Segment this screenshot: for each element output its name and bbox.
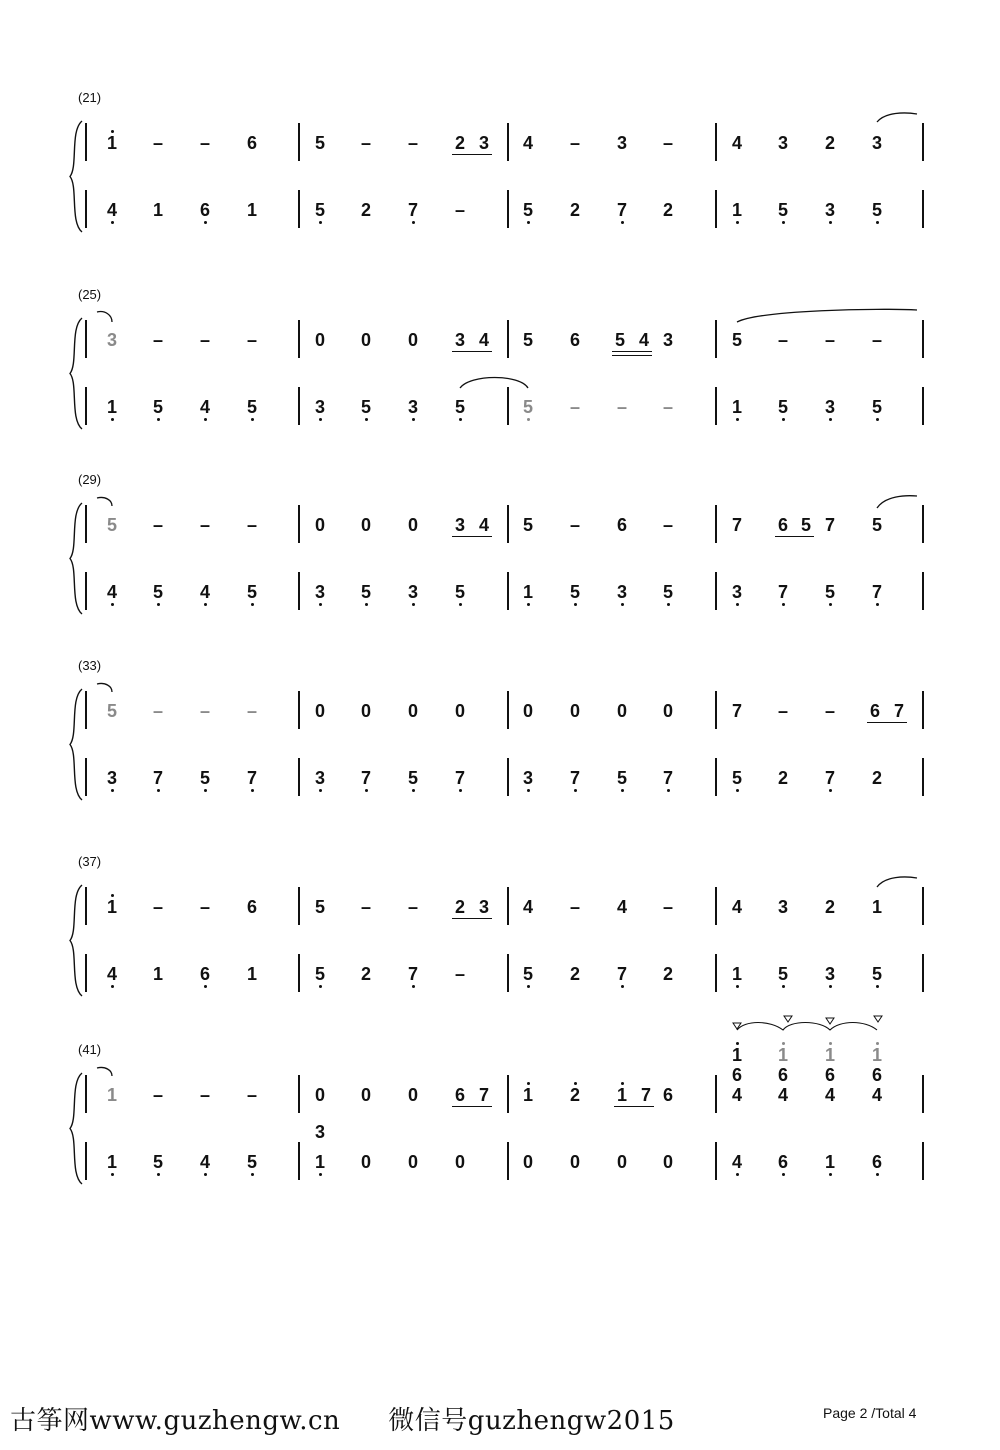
lower-note: 3: [398, 582, 428, 602]
lower-note: 5: [398, 768, 428, 788]
upper-note: 3: [478, 897, 489, 917]
lower-note: 2: [569, 200, 580, 220]
footer-page-number: Page 2 /Total 4: [823, 1405, 917, 1421]
lower-note: 6: [190, 200, 220, 220]
lower-note: 3: [97, 768, 127, 788]
tie-mark: [97, 497, 112, 506]
upper-note: 0: [569, 701, 580, 721]
lower-note: 3: [513, 768, 543, 788]
grand-staff-brace: [70, 318, 82, 429]
lower-note: 0: [407, 1152, 418, 1172]
lower-note: 7: [862, 582, 892, 602]
grand-staff-brace: [70, 689, 82, 800]
upper-note: –: [246, 701, 257, 721]
footer-wechat: 微信号guzhengw2015: [388, 1406, 675, 1436]
upper-note: 0: [616, 701, 627, 721]
lower-note: 5: [653, 582, 683, 602]
upper-note: –: [199, 1085, 210, 1105]
lower-note: 5: [768, 964, 798, 984]
upper-note: –: [569, 897, 580, 917]
upper-note: 5: [522, 515, 533, 535]
upper-note: 5: [106, 701, 117, 721]
upper-note: 2: [824, 133, 835, 153]
upper-note: –: [360, 897, 371, 917]
chord-top-note: 1: [862, 1045, 892, 1065]
lower-note: –: [454, 200, 465, 220]
lower-note: 5: [513, 964, 543, 984]
lower-note: 7: [237, 768, 267, 788]
lower-note: 7: [607, 964, 637, 984]
lower-note: 5: [862, 200, 892, 220]
upper-note: 1: [97, 133, 127, 153]
upper-note: 5: [522, 330, 533, 350]
upper-note: 0: [314, 330, 325, 350]
upper-note: 3: [106, 330, 117, 350]
triangle-mark: [826, 1018, 834, 1024]
lower-note: 7: [815, 768, 845, 788]
upper-note: –: [199, 330, 210, 350]
upper-note: 4: [824, 1085, 835, 1105]
upper-note: –: [246, 1085, 257, 1105]
lower-note: 1: [815, 1152, 845, 1172]
lower-note: 5: [351, 582, 381, 602]
lower-note: 3: [607, 582, 637, 602]
lower-note: 1: [97, 397, 127, 417]
chord-middle-note: 6: [731, 1065, 742, 1085]
lower-note: 5: [560, 582, 590, 602]
lower-note: 7: [768, 582, 798, 602]
lower-note: –: [616, 397, 627, 417]
upper-note: –: [407, 133, 418, 153]
upper-note: 4: [731, 1085, 742, 1105]
measure-number: (41): [78, 1042, 102, 1057]
lower-note: 4: [190, 1152, 220, 1172]
lower-note: 4: [97, 582, 127, 602]
glissando-brace: [737, 1023, 877, 1031]
lower-note: 4: [190, 397, 220, 417]
upper-note: 3: [777, 897, 788, 917]
lower-note: 3: [305, 397, 335, 417]
lower-note: 3: [305, 582, 335, 602]
lower-note: 4: [97, 200, 127, 220]
upper-note: –: [152, 133, 163, 153]
lower-note: 3: [305, 768, 335, 788]
upper-note: 2: [824, 897, 835, 917]
lower-note: 1: [513, 582, 543, 602]
lower-note: 1: [152, 200, 163, 220]
upper-note: 6: [569, 330, 580, 350]
upper-note: 0: [360, 330, 371, 350]
upper-note: 5: [614, 330, 625, 350]
measure-number: (25): [78, 287, 102, 302]
upper-note: 0: [407, 1085, 418, 1105]
lower-note: 5: [513, 200, 543, 220]
upper-note: 7: [731, 515, 742, 535]
upper-note: 1: [871, 897, 882, 917]
upper-note: 4: [478, 515, 489, 535]
grand-staff-brace: [70, 503, 82, 614]
lower-note: 1: [246, 964, 257, 984]
upper-note: –: [152, 515, 163, 535]
lower-note: 7: [560, 768, 590, 788]
upper-note: –: [246, 515, 257, 535]
upper-note: 3: [616, 133, 627, 153]
lower-note: 7: [607, 200, 637, 220]
grand-staff-brace: [70, 885, 82, 996]
upper-note: –: [777, 701, 788, 721]
lower-note: 5: [351, 397, 381, 417]
chord-middle-note: 6: [824, 1065, 835, 1085]
upper-note: 3: [454, 330, 465, 350]
upper-note: 0: [454, 701, 465, 721]
upper-note: 7: [824, 515, 835, 535]
lower-note: 3: [815, 964, 845, 984]
lower-note: 3: [722, 582, 752, 602]
lower-note: 1: [722, 964, 752, 984]
triangle-mark: [784, 1016, 792, 1022]
lower-note: 5: [862, 397, 892, 417]
tie-mark: [877, 877, 917, 887]
upper-note: 7: [640, 1085, 651, 1105]
upper-note: 0: [314, 1085, 325, 1105]
lower-note: 0: [360, 1152, 371, 1172]
upper-note: 4: [478, 330, 489, 350]
upper-note: 0: [314, 701, 325, 721]
upper-note: 4: [731, 133, 742, 153]
upper-note: –: [152, 1085, 163, 1105]
upper-note: 0: [360, 701, 371, 721]
lower-note: 3: [398, 397, 428, 417]
lower-note: 1: [305, 1152, 335, 1172]
lower-chord-extra-note: 3: [314, 1122, 325, 1142]
lower-note: 7: [398, 200, 428, 220]
upper-note: 5: [800, 515, 811, 535]
lower-note: 2: [871, 768, 882, 788]
upper-note: 6: [869, 701, 880, 721]
lower-note: 5: [513, 397, 543, 417]
lower-note: 4: [97, 964, 127, 984]
lower-note: 5: [815, 582, 845, 602]
upper-note: 3: [662, 330, 673, 350]
lower-note: 2: [360, 964, 371, 984]
lower-note: 5: [768, 397, 798, 417]
lower-note: 5: [445, 582, 475, 602]
lower-note: 7: [653, 768, 683, 788]
measure-number: (29): [78, 472, 102, 487]
upper-note: 3: [871, 133, 882, 153]
lower-note: 5: [237, 1152, 267, 1172]
upper-note: 5: [314, 133, 325, 153]
lower-note: 7: [445, 768, 475, 788]
upper-note: 1: [513, 1085, 543, 1105]
upper-note: 7: [731, 701, 742, 721]
upper-note: 6: [662, 1085, 673, 1105]
lower-note: 2: [662, 964, 673, 984]
upper-note: –: [199, 701, 210, 721]
measure-number: (37): [78, 854, 102, 869]
chord-middle-note: 6: [871, 1065, 882, 1085]
lower-note: 6: [862, 1152, 892, 1172]
upper-note: –: [824, 701, 835, 721]
upper-note: 4: [616, 897, 627, 917]
upper-note: –: [152, 330, 163, 350]
lower-note: 5: [190, 768, 220, 788]
upper-note: –: [662, 133, 673, 153]
upper-note: 0: [360, 1085, 371, 1105]
lower-note: 0: [616, 1152, 627, 1172]
lower-note: 7: [351, 768, 381, 788]
grand-staff-brace: [70, 1073, 82, 1184]
upper-note: –: [199, 515, 210, 535]
upper-note: –: [662, 897, 673, 917]
lower-note: 7: [398, 964, 428, 984]
lower-note: 5: [862, 964, 892, 984]
lower-note: 5: [305, 200, 335, 220]
upper-note: 6: [454, 1085, 465, 1105]
lower-note: 6: [768, 1152, 798, 1172]
upper-note: 7: [478, 1085, 489, 1105]
lower-note: 0: [569, 1152, 580, 1172]
upper-note: –: [360, 133, 371, 153]
upper-note: 0: [407, 701, 418, 721]
chord-top-note: 1: [722, 1045, 752, 1065]
lower-note: 0: [522, 1152, 533, 1172]
chord-top-note: 1: [815, 1045, 845, 1065]
lower-note: 5: [445, 397, 475, 417]
upper-note: –: [152, 897, 163, 917]
slur-mark: [460, 378, 528, 389]
upper-note: 4: [522, 133, 533, 153]
upper-note: –: [569, 133, 580, 153]
lower-note: 1: [722, 200, 752, 220]
chord-middle-note: 6: [777, 1065, 788, 1085]
upper-note: 4: [638, 330, 649, 350]
lower-note: 5: [143, 397, 173, 417]
lower-note: 1: [246, 200, 257, 220]
upper-note: 0: [407, 515, 418, 535]
upper-note: –: [199, 133, 210, 153]
lower-note: 6: [190, 964, 220, 984]
chord-top-note: 1: [768, 1045, 798, 1065]
upper-note: 1: [106, 1085, 117, 1105]
grand-staff-brace: [70, 121, 82, 232]
lower-note: 3: [815, 200, 845, 220]
lower-note: 5: [722, 768, 752, 788]
upper-note: –: [152, 701, 163, 721]
upper-note: 2: [454, 897, 465, 917]
lower-note: 2: [360, 200, 371, 220]
upper-note: 0: [360, 515, 371, 535]
lower-note: 5: [143, 1152, 173, 1172]
lower-note: 5: [607, 768, 637, 788]
upper-note: 2: [560, 1085, 590, 1105]
tie-mark: [97, 683, 112, 692]
upper-note: 0: [407, 330, 418, 350]
lower-note: –: [454, 964, 465, 984]
lower-note: 1: [722, 397, 752, 417]
upper-note: 3: [777, 133, 788, 153]
upper-note: 5: [871, 515, 882, 535]
upper-note: 4: [777, 1085, 788, 1105]
slur-mark: [737, 309, 917, 322]
upper-note: 7: [893, 701, 904, 721]
lower-note: 5: [237, 582, 267, 602]
upper-note: 3: [454, 515, 465, 535]
lower-note: 1: [152, 964, 163, 984]
lower-note: 0: [662, 1152, 673, 1172]
upper-note: 4: [871, 1085, 882, 1105]
tie-mark: [877, 113, 917, 122]
upper-note: 1: [607, 1085, 637, 1105]
upper-note: –: [569, 515, 580, 535]
upper-note: 4: [731, 897, 742, 917]
upper-note: –: [407, 897, 418, 917]
upper-note: 6: [246, 897, 257, 917]
lower-note: –: [662, 397, 673, 417]
lower-note: 2: [777, 768, 788, 788]
triangle-mark: [874, 1016, 882, 1022]
tie-mark: [97, 312, 112, 322]
upper-note: 6: [246, 133, 257, 153]
upper-note: –: [824, 330, 835, 350]
upper-note: –: [199, 897, 210, 917]
upper-note: 0: [314, 515, 325, 535]
lower-note: 3: [815, 397, 845, 417]
tie-mark: [877, 496, 917, 508]
lower-note: 5: [305, 964, 335, 984]
lower-note: 4: [190, 582, 220, 602]
measure-number: (33): [78, 658, 102, 673]
triangle-mark: [733, 1023, 741, 1029]
upper-note: 5: [314, 897, 325, 917]
upper-note: –: [777, 330, 788, 350]
upper-note: 5: [106, 515, 117, 535]
upper-note: 1: [97, 897, 127, 917]
lower-note: 1: [97, 1152, 127, 1172]
upper-note: 3: [478, 133, 489, 153]
tie-mark: [97, 1067, 112, 1076]
upper-note: 0: [662, 701, 673, 721]
lower-note: 2: [569, 964, 580, 984]
upper-note: –: [871, 330, 882, 350]
lower-note: 4: [722, 1152, 752, 1172]
upper-note: 4: [522, 897, 533, 917]
upper-note: 0: [522, 701, 533, 721]
lower-note: 0: [454, 1152, 465, 1172]
upper-note: –: [246, 330, 257, 350]
lower-note: –: [569, 397, 580, 417]
lower-note: 2: [662, 200, 673, 220]
lower-note: 5: [143, 582, 173, 602]
upper-note: 6: [616, 515, 627, 535]
measure-number: (21): [78, 90, 102, 105]
upper-note: –: [662, 515, 673, 535]
upper-note: 5: [731, 330, 742, 350]
lower-note: 7: [143, 768, 173, 788]
upper-note: 6: [777, 515, 788, 535]
footer-site: 古筝网www.guzhengw.cn: [10, 1406, 341, 1436]
lower-note: 5: [768, 200, 798, 220]
upper-note: 2: [454, 133, 465, 153]
lower-note: 5: [237, 397, 267, 417]
